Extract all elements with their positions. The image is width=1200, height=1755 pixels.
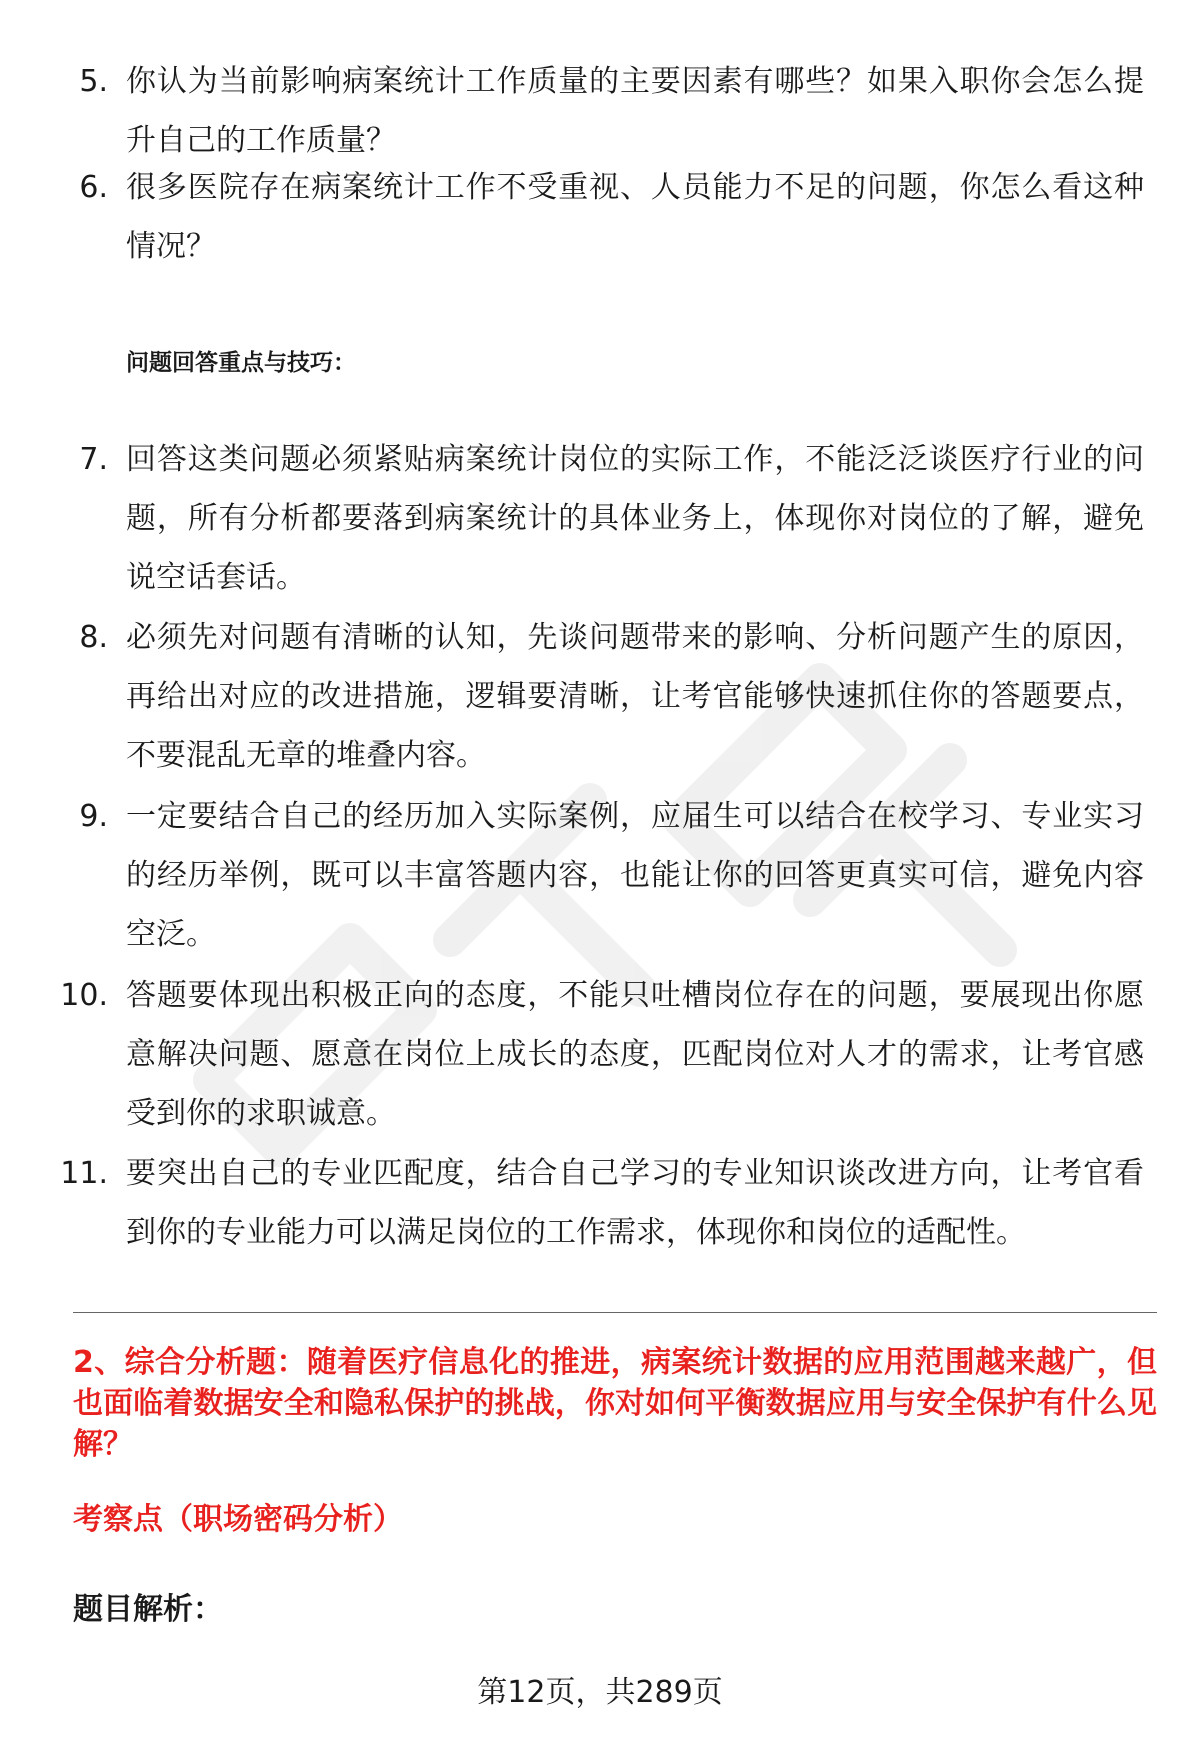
- list-text: 要突出自己的专业匹配度，结合自己学习的专业知识谈改进方向，让考官看到你的专业能力可以满足岗位的工作需求，体现你和岗位的适配性。: [126, 1156, 1144, 1250]
- list-text: 回答这类问题必须紧贴病案统计岗位的实际工作，不能泛泛谈医疗行业的问题，所有分析都要落到病案统计的具体业务上，体现你对岗位的了解，避免说空话套话。: [126, 442, 1144, 595]
- list-number: 8.: [79, 620, 108, 655]
- tips-heading: 问题回答重点与技巧：: [126, 350, 356, 376]
- list-number: 11.: [60, 1156, 108, 1191]
- list-text: 必须先对问题有清晰的认知，先谈问题带来的影响、分析问题产生的原因，再给出对应的改进措施，逻辑要清晰，让考官能够快速抓住你的答题要点，不要混乱无章的堆叠内容。: [126, 620, 1144, 773]
- section2-question: 2、综合分析题：随着医疗信息化的推进，病案统计数据的应用范围越来越广，但也面临着数据安全和隐私保护的挑战，你对如何平衡数据应用与安全保护有什么见解？: [73, 1345, 1157, 1462]
- list-number: 9.: [79, 799, 108, 834]
- list-number: 10.: [60, 978, 108, 1013]
- page-number: 第12页，共289页: [477, 1675, 723, 1710]
- list-text: 答题要体现出积极正向的态度，不能只吐槽岗位存在的问题，要展现出你愿意解决问题、愿意在岗位上成长的态度，匹配岗位对人才的需求，让考官感受到你的求职诚意。: [126, 978, 1144, 1131]
- section-divider: [73, 1312, 1157, 1313]
- exam-point-heading: 考察点（职场密码分析）: [73, 1502, 403, 1537]
- list-number: 7.: [79, 442, 108, 477]
- list-text: 你认为当前影响病案统计工作质量的主要因素有哪些？如果入职你会怎么提升自己的工作质量？: [126, 64, 1144, 158]
- list-text: 一定要结合自己的经历加入实际案例，应届生可以结合在校学习、专业实习的经历举例，既可以丰富答题内容，也能让你的回答更真实可信，避免内容空泛。: [126, 799, 1144, 952]
- list-number: 5.: [79, 64, 108, 99]
- list-number: 6.: [79, 170, 108, 205]
- list-text: 很多医院存在病案统计工作不受重视、人员能力不足的问题，你怎么看这种情况？: [126, 170, 1144, 264]
- analysis-heading: 题目解析：: [73, 1592, 223, 1627]
